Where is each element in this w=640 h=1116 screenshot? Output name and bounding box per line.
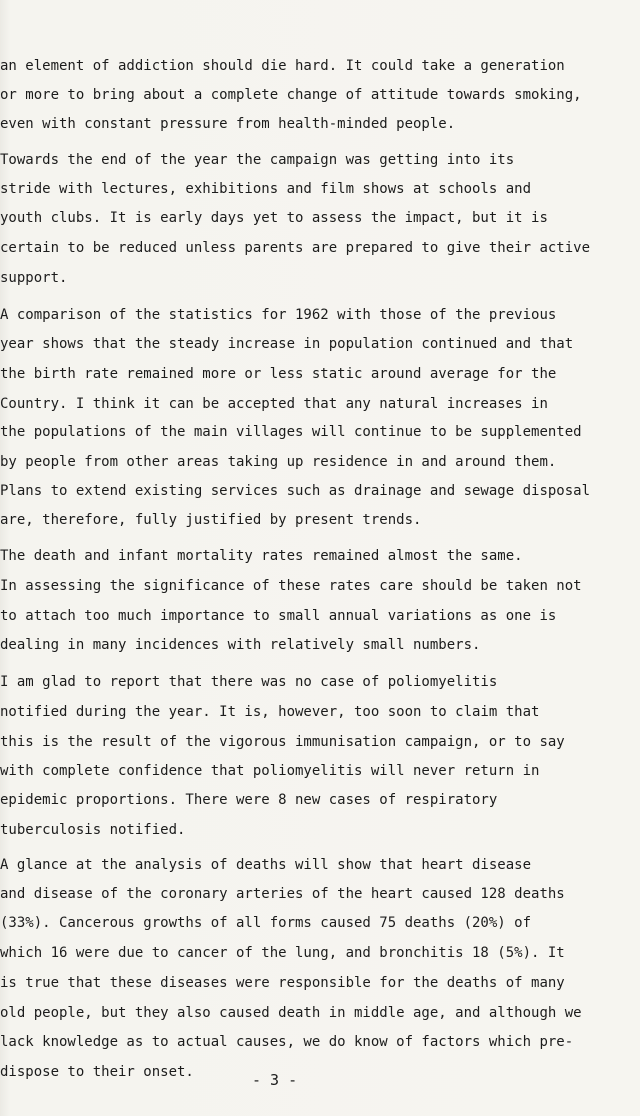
text-line: dealing in many incidences with relatively small numbers. [0,637,481,653]
text-line: or more to bring about a complete change of attitude towards smoking, [0,87,582,103]
text-line: tuberculosis notified. [0,822,186,838]
text-line: In assessing the significance of these rates care should be taken not [0,578,582,594]
text-line: certain to be reduced unless parents are prepared to give their active [0,240,591,256]
text-line: notified during the year. It is, however, too soon to claim that [0,704,540,720]
text-line: by people from other areas taking up residence in and around them. [0,454,557,470]
page-number: - 3 - [252,1071,298,1089]
text-line: with complete confidence that poliomyelitis will never return in [0,763,540,779]
text-line: and disease of the coronary arteries of the heart caused 128 deaths [0,886,565,902]
text-line: I am glad to report that there was no case of poliomyelitis [0,674,498,690]
text-line: dispose to their onset. [0,1064,194,1080]
text-line: this is the result of the vigorous immunisation campaign, or to say [0,734,565,750]
text-line: lack knowledge as to actual causes, we do know of factors which pre- [0,1034,574,1050]
text-line: A comparison of the statistics for 1962 with those of the previous [0,307,557,323]
text-line: are, therefore, fully justified by present trends. [0,512,422,528]
text-line: support. [0,270,68,286]
text-line: year shows that the steady increase in population continued and that [0,336,574,352]
text-line: the populations of the main villages will continue to be supplemented [0,424,582,440]
text-line: youth clubs. It is early days yet to assess the impact, but it is [0,210,548,226]
text-line: an element of addiction should die hard. It could take a generation [0,58,565,74]
text-line: A glance at the analysis of deaths will show that heart disease [0,857,532,873]
text-line: Country. I think it can be accepted that any natural increases in [0,396,548,412]
text-line: Plans to extend existing services such as drainage and sewage disposal [0,483,591,499]
text-line: the birth rate remained more or less static around average for the [0,366,557,382]
text-line: The death and infant mortality rates remained almost the same. [0,548,523,564]
text-line: even with constant pressure from health-minded people. [0,116,456,132]
text-line: (33%). Cancerous growths of all forms caused 75 deaths (20%) of [0,915,532,931]
text-line: to attach too much importance to small annual variations as one is [0,608,557,624]
text-line: which 16 were due to cancer of the lung, and bronchitis 18 (5%). It [0,945,565,961]
text-line: stride with lectures, exhibitions and film shows at schools and [0,181,532,197]
text-line: old people, but they also caused death in middle age, and although we [0,1005,582,1021]
text-line: Towards the end of the year the campaign was getting into its [0,152,515,168]
text-line: is true that these diseases were responsible for the deaths of many [0,975,565,991]
text-line: epidemic proportions. There were 8 new cases of respiratory [0,792,498,808]
